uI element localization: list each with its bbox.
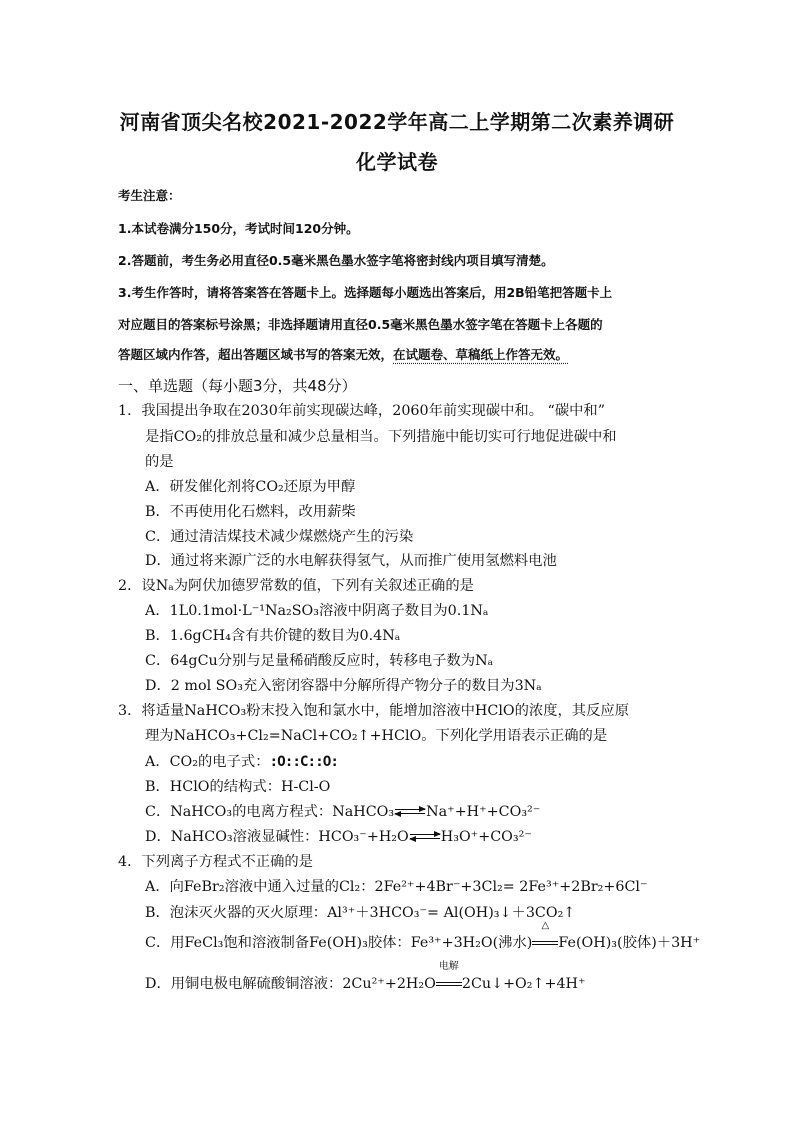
- q3-stem-line-1: 3．将适量NaHCO₃粉末投入饱和氯水中，能增加溶液中HClO的浓度，其反应原: [118, 703, 629, 719]
- q1-option-b: B．不再使用化石燃料，改用薪柴: [145, 504, 356, 520]
- q1-option-d: D．通过将来源广泛的水电解获得氢气，从而推广使用氢燃料电池: [145, 553, 557, 569]
- q3-option-d-left: D．NaHCO₃溶液显碱性：HCO₃⁻+H₂O: [145, 829, 409, 845]
- q1-option-a: A．研发催化剂将CO₂还原为甲醇: [145, 479, 356, 495]
- heat-condition-equals: [532, 920, 558, 953]
- section-heading: 一、单选题（每小题3分，共48分）: [118, 377, 357, 395]
- q4-stem: 4．下列离子方程式不正确的是: [118, 854, 313, 870]
- q3-option-c-left: C．NaHCO₃的电离方程式：NaHCO₃: [145, 804, 395, 820]
- q4-option-d-left: D．用铜电极电解硫酸铜溶液：2Cu²⁺+2H₂O: [145, 976, 436, 992]
- q3-option-c-right: Na⁺+H⁺+CO₃²⁻: [426, 804, 541, 820]
- q2-option-d: D．2 mol SO₃充入密闭容器中分解所得产物分子的数目为3Nₐ: [145, 678, 542, 694]
- q3-option-a-label: A．CO₂的电子式：: [145, 754, 270, 770]
- equilibrium-arrow-icon: [410, 833, 440, 841]
- q2-stem: 2．设Nₐ为阿伏加德罗常数的值，下列有关叙述正确的是: [118, 578, 474, 594]
- electrolysis-label: 电解: [438, 961, 459, 972]
- heat-symbol: △: [541, 920, 550, 931]
- q4-option-b: B．泡沫灭火器的灭火原理：Al³⁺＋3HCO₃⁻= Al(OH)₃↓＋3CO₂↑: [145, 905, 576, 921]
- q4-option-d-right: 2Cu↓+O₂↑+4H⁺: [461, 976, 586, 992]
- notice-item-2: 2.答题前，考生务必用直径0.5毫米黑色墨水签字笔将密封线内项目填写清楚。: [118, 253, 554, 268]
- notice-item-3-line-3b: 在试题卷、草稿纸上作答无效。: [393, 347, 569, 362]
- exam-subtitle: 化学试卷: [356, 150, 438, 174]
- notice-heading: 考生注意：: [118, 188, 181, 203]
- q3-option-b: B．HClO的结构式：H-Cl-O: [145, 779, 331, 795]
- q1-stem-line-2: 是指CO₂的排放总量和减少总量相当。下列措施中能切实可行地促进碳中和: [145, 429, 617, 445]
- q3-option-a: [145, 752, 338, 772]
- notice-item-3-line-3a: 答题区域内作答，超出答题区域书写的答案无效，: [118, 347, 394, 362]
- electrolysis-condition-equals: [436, 961, 462, 994]
- q1-option-c: C．通过清洁煤技术减少煤燃烧产生的污染: [145, 529, 414, 545]
- equilibrium-arrow-icon: [395, 808, 425, 816]
- q2-option-c: C．64gCu分别与足量稀硝酸反应时，转移电子数为Nₐ: [145, 653, 494, 669]
- q2-option-a: A．1L0.1mol·L⁻¹Na₂SO₃溶液中阴离子数目为0.1Nₐ: [145, 603, 489, 619]
- q1-stem-line-1: 1．我国提出争取在2030年前实现碳达峰，2060年前实现碳中和。 “碳中和”: [118, 403, 606, 419]
- q4-option-c-right: Fe(OH)₃(胶体)＋3H⁺: [558, 935, 701, 951]
- notice-item-3-line-2: 对应题目的答案标号涂黑；非选择题请用直径0.5毫米黑色墨水签字笔在答题卡上各题的: [118, 317, 603, 332]
- notice-item-1: 1.本试卷满分150分，考试时间120分钟。: [118, 221, 359, 236]
- q4-option-c-left: C．用FeCl₃饱和溶液制备Fe(OH)₃胶体：Fe³⁺+3H₂O(沸水): [145, 935, 533, 951]
- q3-option-c: [145, 802, 540, 822]
- notice-item-3-line-1: 3.考生作答时，请将答案答在答题卡上。选择题每小题选出答案后，用2B铅笔把答题卡上: [118, 285, 613, 300]
- q3-stem-line-2: 理为NaHCO₃+Cl₂=NaCl+CO₂↑+HClO。下列化学用语表示正确的是: [145, 728, 608, 744]
- q2-option-b: B．1.6gCH₄含有共价键的数目为0.4Nₐ: [145, 628, 401, 644]
- co2-electron-formula: :O::C::O:: [269, 754, 338, 770]
- q4-option-c: [145, 920, 701, 953]
- q1-stem-line-3: 的是: [145, 454, 174, 470]
- exam-title: 河南省顶尖名校2021-2022学年高二上学期第二次素养调研: [119, 110, 675, 134]
- q4-option-d: [145, 961, 586, 994]
- notice-item-3-line-3: [118, 346, 688, 363]
- q4-option-a: A．向FeBr₂溶液中通入过量的Cl₂：2Fe²⁺+4Br⁻+3Cl₂= 2Fe³⁺+2Br₂+6Cl⁻: [145, 879, 648, 895]
- q3-option-d: [145, 827, 532, 847]
- q3-option-d-right: H₃O⁺+CO₃²⁻: [440, 829, 532, 845]
